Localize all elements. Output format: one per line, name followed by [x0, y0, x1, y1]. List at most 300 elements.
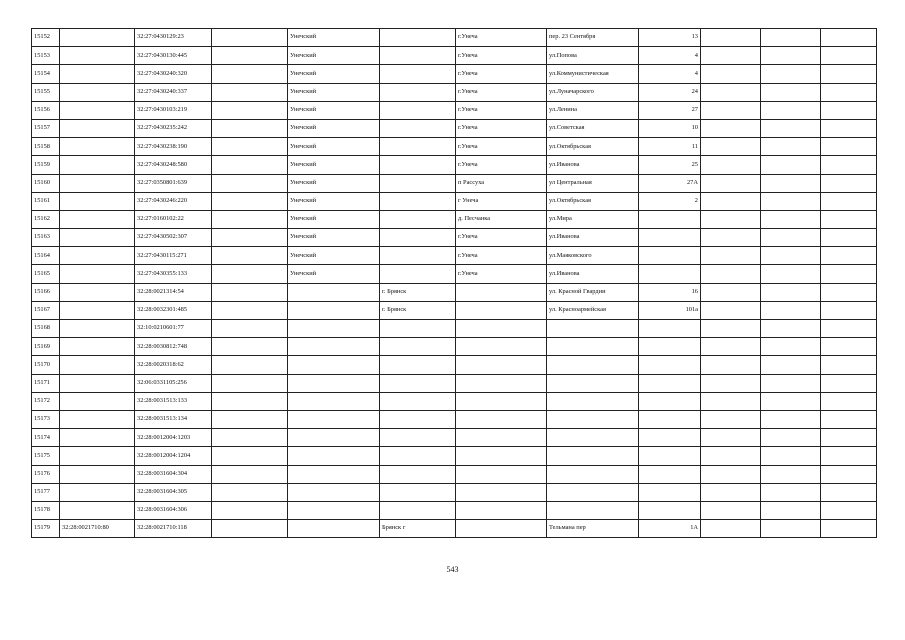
old-cadastral-number-cell	[60, 283, 135, 301]
blank-cell	[212, 447, 288, 465]
table-row	[32, 483, 877, 501]
cadastral-number-cell: 32:27:0430248:580	[135, 156, 212, 174]
house-number-cell: 24	[639, 83, 701, 101]
street-cell	[547, 465, 639, 483]
street-cell	[547, 338, 639, 356]
street-cell: Тельмана пер	[547, 520, 639, 538]
cadastral-number-cell: 32:27:0430240:337	[135, 83, 212, 101]
settlement-cell: г.Унеча	[456, 119, 547, 137]
extra-cell-3	[821, 447, 877, 465]
table-body	[32, 29, 877, 538]
house-number-cell	[639, 338, 701, 356]
extra-cell-2	[761, 447, 821, 465]
blank-cell	[212, 119, 288, 137]
city-cell	[380, 29, 456, 47]
old-cadastral-number-cell	[60, 483, 135, 501]
extra-cell-1	[701, 320, 761, 338]
row-number-cell: 15174	[32, 429, 60, 447]
city-cell	[380, 356, 456, 374]
old-cadastral-number-cell	[60, 465, 135, 483]
street-cell	[547, 483, 639, 501]
old-cadastral-number-cell: 32:28:0021710:80	[60, 520, 135, 538]
city-cell	[380, 47, 456, 65]
extra-cell-2	[761, 101, 821, 119]
city-cell	[380, 119, 456, 137]
blank-cell	[212, 283, 288, 301]
table-row	[32, 101, 877, 119]
house-number-cell	[639, 410, 701, 428]
city-cell	[380, 65, 456, 83]
street-cell: ул Центральная	[547, 174, 639, 192]
city-cell	[380, 265, 456, 283]
house-number-cell	[639, 501, 701, 519]
district-cell: Унечский	[288, 247, 380, 265]
settlement-cell	[456, 429, 547, 447]
extra-cell-3	[821, 410, 877, 428]
district-cell: Унечский	[288, 119, 380, 137]
extra-cell-2	[761, 119, 821, 137]
old-cadastral-number-cell	[60, 156, 135, 174]
settlement-cell	[456, 374, 547, 392]
city-cell	[380, 138, 456, 156]
district-cell: Унечский	[288, 138, 380, 156]
house-number-cell	[639, 392, 701, 410]
cadastral-number-cell: 32:28:0031604:306	[135, 501, 212, 519]
settlement-cell: г.Унеча	[456, 47, 547, 65]
blank-cell	[212, 229, 288, 247]
street-cell: ул.Октябрьская	[547, 192, 639, 210]
city-cell	[380, 447, 456, 465]
table-row	[32, 520, 877, 538]
extra-cell-2	[761, 83, 821, 101]
table-row	[32, 210, 877, 228]
row-number-cell: 15167	[32, 301, 60, 319]
row-number-cell: 15169	[32, 338, 60, 356]
extra-cell-3	[821, 83, 877, 101]
street-cell: ул.Октябрьская	[547, 138, 639, 156]
street-cell: ул.Мира	[547, 210, 639, 228]
district-cell	[288, 465, 380, 483]
blank-cell	[212, 465, 288, 483]
settlement-cell	[456, 483, 547, 501]
table-row	[32, 465, 877, 483]
extra-cell-1	[701, 501, 761, 519]
extra-cell-2	[761, 356, 821, 374]
extra-cell-1	[701, 410, 761, 428]
blank-cell	[212, 374, 288, 392]
row-number-cell: 15158	[32, 138, 60, 156]
extra-cell-3	[821, 101, 877, 119]
blank-cell	[212, 320, 288, 338]
city-cell	[380, 83, 456, 101]
blank-cell	[212, 101, 288, 119]
extra-cell-3	[821, 29, 877, 47]
extra-cell-1	[701, 210, 761, 228]
street-cell: пер. 23 Сентября	[547, 29, 639, 47]
district-cell: Унечский	[288, 47, 380, 65]
cadastral-number-cell: 32:27:0160102:22	[135, 210, 212, 228]
blank-cell	[212, 192, 288, 210]
house-number-cell	[639, 247, 701, 265]
extra-cell-3	[821, 392, 877, 410]
row-number-cell: 15175	[32, 447, 60, 465]
extra-cell-2	[761, 392, 821, 410]
row-number-cell: 15163	[32, 229, 60, 247]
cadastral-number-cell: 32:06:0331105:256	[135, 374, 212, 392]
street-cell	[547, 410, 639, 428]
street-cell	[547, 374, 639, 392]
extra-cell-1	[701, 338, 761, 356]
old-cadastral-number-cell	[60, 501, 135, 519]
street-cell: ул. Красноармейская	[547, 301, 639, 319]
extra-cell-3	[821, 283, 877, 301]
settlement-cell: г.Унеча	[456, 29, 547, 47]
district-cell: Унечский	[288, 101, 380, 119]
page-number: 543	[446, 565, 459, 574]
extra-cell-2	[761, 229, 821, 247]
settlement-cell: г Унеча	[456, 192, 547, 210]
old-cadastral-number-cell	[60, 410, 135, 428]
extra-cell-3	[821, 483, 877, 501]
extra-cell-1	[701, 301, 761, 319]
settlement-cell	[456, 501, 547, 519]
street-cell	[547, 392, 639, 410]
street-cell	[547, 356, 639, 374]
old-cadastral-number-cell	[60, 229, 135, 247]
blank-cell	[212, 392, 288, 410]
extra-cell-1	[701, 356, 761, 374]
settlement-cell: г.Унеча	[456, 138, 547, 156]
district-cell	[288, 447, 380, 465]
settlement-cell	[456, 392, 547, 410]
extra-cell-1	[701, 483, 761, 501]
city-cell	[380, 392, 456, 410]
blank-cell	[212, 265, 288, 283]
cadastral-number-cell: 32:27:0350801:639	[135, 174, 212, 192]
extra-cell-3	[821, 465, 877, 483]
old-cadastral-number-cell	[60, 447, 135, 465]
district-cell	[288, 392, 380, 410]
extra-cell-2	[761, 247, 821, 265]
extra-cell-2	[761, 429, 821, 447]
extra-cell-2	[761, 374, 821, 392]
old-cadastral-number-cell	[60, 247, 135, 265]
cadastral-number-cell: 32:28:0030812:748	[135, 338, 212, 356]
extra-cell-2	[761, 29, 821, 47]
extra-cell-3	[821, 156, 877, 174]
table-row	[32, 229, 877, 247]
settlement-cell	[456, 465, 547, 483]
row-number-cell: 15164	[32, 247, 60, 265]
street-cell	[547, 320, 639, 338]
blank-cell	[212, 429, 288, 447]
old-cadastral-number-cell	[60, 192, 135, 210]
extra-cell-1	[701, 192, 761, 210]
blank-cell	[212, 29, 288, 47]
row-number-cell: 15155	[32, 83, 60, 101]
district-cell	[288, 501, 380, 519]
extra-cell-3	[821, 174, 877, 192]
extra-cell-2	[761, 174, 821, 192]
settlement-cell: г.Унеча	[456, 156, 547, 174]
house-number-cell	[639, 483, 701, 501]
district-cell: Унечский	[288, 229, 380, 247]
district-cell	[288, 283, 380, 301]
table-row	[32, 338, 877, 356]
cadastral-number-cell: 32:28:0031513:133	[135, 392, 212, 410]
row-number-cell: 15178	[32, 501, 60, 519]
blank-cell	[212, 410, 288, 428]
district-cell: Унечский	[288, 265, 380, 283]
extra-cell-3	[821, 429, 877, 447]
row-number-cell: 15170	[32, 356, 60, 374]
cadastral-number-cell: 32:28:0021710:118	[135, 520, 212, 538]
extra-cell-3	[821, 301, 877, 319]
row-number-cell: 15168	[32, 320, 60, 338]
district-cell	[288, 520, 380, 538]
cadastral-number-cell: 32:28:0012004:1204	[135, 447, 212, 465]
extra-cell-3	[821, 192, 877, 210]
street-cell: ул.Коммунистическая	[547, 65, 639, 83]
city-cell	[380, 247, 456, 265]
city-cell	[380, 501, 456, 519]
extra-cell-1	[701, 65, 761, 83]
row-number-cell: 15171	[32, 374, 60, 392]
old-cadastral-number-cell	[60, 65, 135, 83]
street-cell: ул.Луначарского	[547, 83, 639, 101]
extra-cell-1	[701, 447, 761, 465]
extra-cell-3	[821, 501, 877, 519]
district-cell	[288, 356, 380, 374]
old-cadastral-number-cell	[60, 83, 135, 101]
extra-cell-1	[701, 429, 761, 447]
old-cadastral-number-cell	[60, 101, 135, 119]
district-cell	[288, 301, 380, 319]
table-row	[32, 447, 877, 465]
settlement-cell: г.Унеча	[456, 83, 547, 101]
extra-cell-3	[821, 47, 877, 65]
extra-cell-2	[761, 283, 821, 301]
cadastral-number-cell: 32:28:0031604:304	[135, 465, 212, 483]
row-number-cell: 15153	[32, 47, 60, 65]
house-number-cell	[639, 374, 701, 392]
blank-cell	[212, 210, 288, 228]
district-cell	[288, 338, 380, 356]
blank-cell	[212, 65, 288, 83]
house-number-cell: 10	[639, 119, 701, 137]
settlement-cell	[456, 520, 547, 538]
house-number-cell: 16	[639, 283, 701, 301]
old-cadastral-number-cell	[60, 138, 135, 156]
table-row	[32, 283, 877, 301]
table-row	[32, 83, 877, 101]
table-row	[32, 374, 877, 392]
row-number-cell: 15177	[32, 483, 60, 501]
district-cell	[288, 429, 380, 447]
settlement-cell	[456, 338, 547, 356]
old-cadastral-number-cell	[60, 47, 135, 65]
row-number-cell: 15176	[32, 465, 60, 483]
city-cell	[380, 229, 456, 247]
extra-cell-1	[701, 283, 761, 301]
district-cell: Унечский	[288, 29, 380, 47]
extra-cell-1	[701, 101, 761, 119]
extra-cell-1	[701, 465, 761, 483]
extra-cell-2	[761, 47, 821, 65]
row-number-cell: 15161	[32, 192, 60, 210]
house-number-cell	[639, 320, 701, 338]
city-cell	[380, 465, 456, 483]
blank-cell	[212, 301, 288, 319]
extra-cell-3	[821, 338, 877, 356]
city-cell: Брянск г	[380, 520, 456, 538]
city-cell	[380, 338, 456, 356]
table-row	[32, 29, 877, 47]
cadastral-number-cell: 32:28:0031513:134	[135, 410, 212, 428]
street-cell: ул.Иванова	[547, 265, 639, 283]
extra-cell-2	[761, 410, 821, 428]
extra-cell-3	[821, 138, 877, 156]
extra-cell-2	[761, 156, 821, 174]
blank-cell	[212, 356, 288, 374]
city-cell	[380, 101, 456, 119]
settlement-cell: г.Унеча	[456, 101, 547, 119]
extra-cell-1	[701, 520, 761, 538]
extra-cell-2	[761, 192, 821, 210]
extra-cell-3	[821, 265, 877, 283]
settlement-cell: д. Песчанка	[456, 210, 547, 228]
settlement-cell	[456, 301, 547, 319]
extra-cell-2	[761, 138, 821, 156]
extra-cell-2	[761, 520, 821, 538]
extra-cell-3	[821, 119, 877, 137]
extra-cell-2	[761, 265, 821, 283]
cadastral-number-cell: 32:27:0430129:23	[135, 29, 212, 47]
district-cell: Унечский	[288, 210, 380, 228]
street-cell: ул.Иванова	[547, 229, 639, 247]
street-cell	[547, 447, 639, 465]
extra-cell-2	[761, 501, 821, 519]
extra-cell-1	[701, 229, 761, 247]
cadastral-number-cell: 32:28:0031604:305	[135, 483, 212, 501]
district-cell: Унечский	[288, 192, 380, 210]
table-row	[32, 320, 877, 338]
row-number-cell: 15160	[32, 174, 60, 192]
cadastral-number-cell: 32:28:0032301:485	[135, 301, 212, 319]
old-cadastral-number-cell	[60, 429, 135, 447]
settlement-cell	[456, 356, 547, 374]
cadastral-number-cell: 32:28:0012004:1203	[135, 429, 212, 447]
table-row	[32, 156, 877, 174]
old-cadastral-number-cell	[60, 338, 135, 356]
cadastral-number-cell: 32:10:0210601:77	[135, 320, 212, 338]
settlement-cell: г.Унеча	[456, 265, 547, 283]
city-cell	[380, 410, 456, 428]
blank-cell	[212, 174, 288, 192]
row-number-cell: 15172	[32, 392, 60, 410]
settlement-cell	[456, 283, 547, 301]
row-number-cell: 15179	[32, 520, 60, 538]
row-number-cell: 15166	[32, 283, 60, 301]
district-cell	[288, 320, 380, 338]
old-cadastral-number-cell	[60, 119, 135, 137]
cadastral-number-cell: 32:27:0430115:271	[135, 247, 212, 265]
city-cell: г. Брянск	[380, 301, 456, 319]
extra-cell-1	[701, 247, 761, 265]
city-cell	[380, 156, 456, 174]
house-number-cell	[639, 229, 701, 247]
house-number-cell	[639, 210, 701, 228]
settlement-cell	[456, 447, 547, 465]
row-number-cell: 15162	[32, 210, 60, 228]
settlement-cell: г.Унеча	[456, 229, 547, 247]
cadastral-number-cell: 32:27:0430355:133	[135, 265, 212, 283]
extra-cell-1	[701, 174, 761, 192]
extra-cell-3	[821, 374, 877, 392]
district-cell	[288, 374, 380, 392]
old-cadastral-number-cell	[60, 320, 135, 338]
city-cell	[380, 174, 456, 192]
district-cell	[288, 410, 380, 428]
cadastral-number-cell: 32:27:0430246:220	[135, 192, 212, 210]
extra-cell-3	[821, 229, 877, 247]
blank-cell	[212, 156, 288, 174]
street-cell: ул. Красной Гвардии	[547, 283, 639, 301]
extra-cell-2	[761, 483, 821, 501]
row-number-cell: 15157	[32, 119, 60, 137]
extra-cell-1	[701, 156, 761, 174]
extra-cell-3	[821, 520, 877, 538]
row-number-cell: 15156	[32, 101, 60, 119]
street-cell: ул.Маяковского	[547, 247, 639, 265]
old-cadastral-number-cell	[60, 29, 135, 47]
blank-cell	[212, 483, 288, 501]
old-cadastral-number-cell	[60, 265, 135, 283]
city-cell: г. Брянск	[380, 283, 456, 301]
settlement-cell: п Рассуха	[456, 174, 547, 192]
district-cell: Унечский	[288, 83, 380, 101]
extra-cell-1	[701, 119, 761, 137]
table-row	[32, 501, 877, 519]
old-cadastral-number-cell	[60, 301, 135, 319]
extra-cell-2	[761, 320, 821, 338]
city-cell	[380, 374, 456, 392]
house-number-cell: 101а	[639, 301, 701, 319]
street-cell: ул.Иванова	[547, 156, 639, 174]
house-number-cell: 27А	[639, 174, 701, 192]
house-number-cell	[639, 356, 701, 374]
blank-cell	[212, 47, 288, 65]
old-cadastral-number-cell	[60, 392, 135, 410]
extra-cell-2	[761, 465, 821, 483]
extra-cell-2	[761, 210, 821, 228]
city-cell	[380, 429, 456, 447]
table-row	[32, 392, 877, 410]
table-row	[32, 356, 877, 374]
table-row	[32, 301, 877, 319]
row-number-cell: 15173	[32, 410, 60, 428]
settlement-cell	[456, 410, 547, 428]
old-cadastral-number-cell	[60, 374, 135, 392]
settlement-cell: г.Унеча	[456, 65, 547, 83]
settlement-cell	[456, 320, 547, 338]
extra-cell-1	[701, 392, 761, 410]
extra-cell-1	[701, 374, 761, 392]
row-number-cell: 15152	[32, 29, 60, 47]
old-cadastral-number-cell	[60, 174, 135, 192]
district-cell: Унечский	[288, 156, 380, 174]
city-cell	[380, 210, 456, 228]
